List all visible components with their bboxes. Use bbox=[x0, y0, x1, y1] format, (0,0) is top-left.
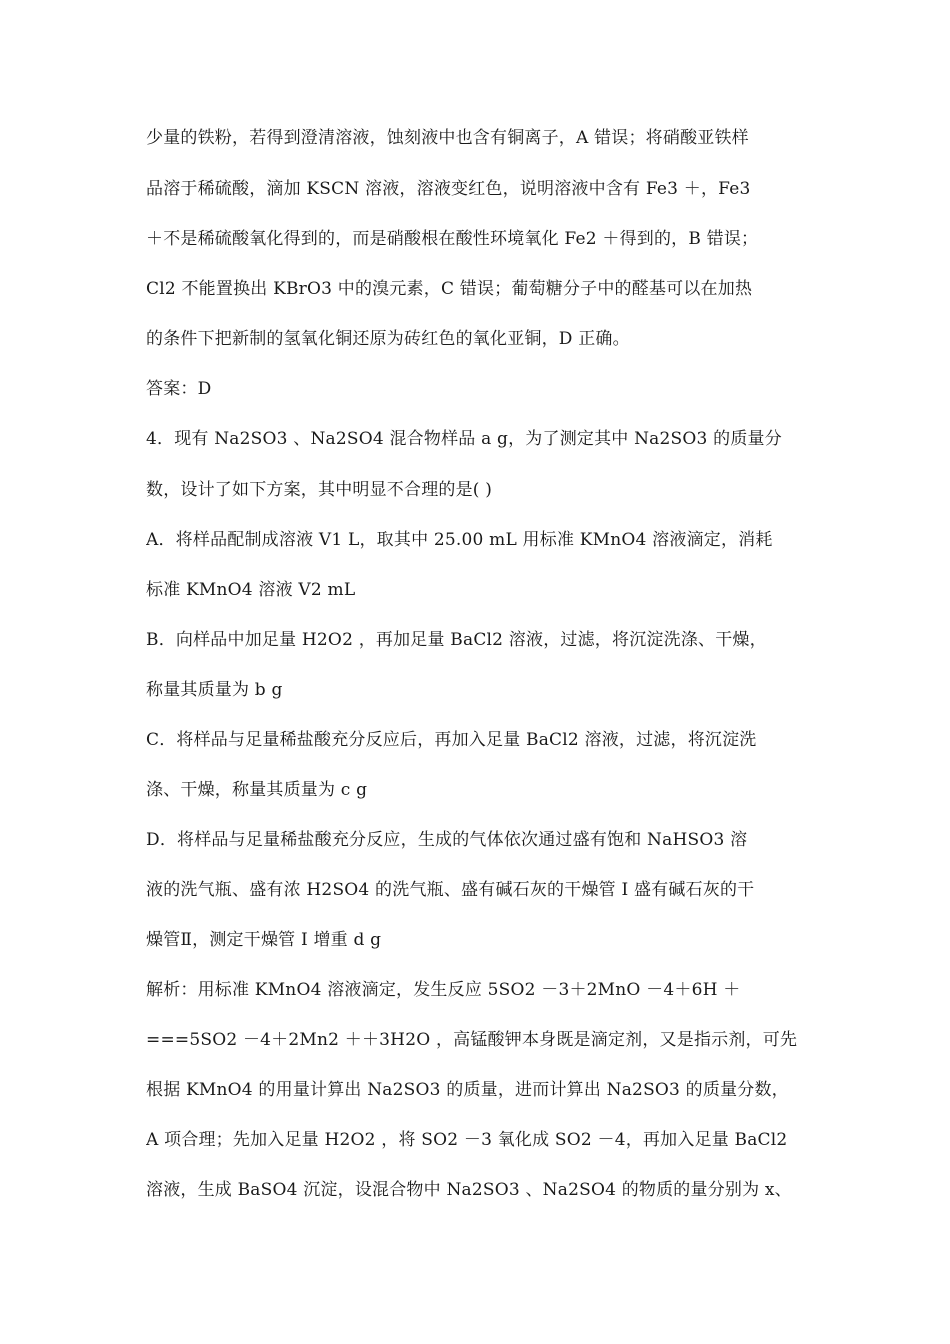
answer-line: 答案：D bbox=[146, 379, 212, 399]
question-line: 4．现有 Na2SO3 、Na2SO4 混合物样品 a g，为了测定其中 Na2SO3 的质量分 bbox=[146, 429, 782, 449]
option-b-line: B．向样品中加足量 H2O2 ，再加足量 BaCl2 溶液，过滤，将沉淀洗涤、干燥， bbox=[146, 630, 767, 650]
text-line: 的条件下把新制的氢氧化铜还原为砖红色的氧化亚铜，D 正确。 bbox=[146, 329, 630, 349]
option-d-line: D．将样品与足量稀盐酸充分反应，生成的气体依次通过盛有饱和 NaHSO3 溶 bbox=[146, 830, 748, 850]
analysis-line: ===5SO2 －4＋2Mn2 ＋＋3H2O ，高锰酸钾本身既是滴定剂，又是指示剂，可先 bbox=[146, 1030, 798, 1050]
text-line: ＋不是稀硫酸氧化得到的，而是硝酸根在酸性环境氧化 Fe2 ＋得到的，B 错误； bbox=[146, 229, 759, 249]
text-line: 品溶于稀硫酸，滴加 KSCN 溶液，溶液变红色，说明溶液中含有 Fe3 ＋，Fe3 bbox=[146, 179, 751, 199]
question-line: 数，设计了如下方案，其中明显不合理的是( ) bbox=[146, 480, 493, 500]
option-a-line: A．将样品配制成溶液 V1 L，取其中 25.00 mL 用标准 KMnO4 溶液滴定，消耗 bbox=[146, 530, 773, 550]
analysis-line: A 项合理；先加入足量 H2O2 ，将 SO2 －3 氧化成 SO2 －4，再加入足量 BaCl2 bbox=[146, 1130, 788, 1150]
analysis-line: 溶液，生成 BaSO4 沉淀，设混合物中 Na2SO3 、Na2SO4 的物质的量分别为 x、 bbox=[146, 1180, 792, 1200]
analysis-line: 解析：用标准 KMnO4 溶液滴定，发生反应 5SO2 －3＋2MnO －4＋6H ＋ bbox=[146, 980, 741, 1000]
option-a-line: 标准 KMnO4 溶液 V2 mL bbox=[146, 580, 356, 600]
text-line: 少量的铁粉，若得到澄清溶液，蚀刻液中也含有铜离子，A 错误；将硝酸亚铁样 bbox=[146, 128, 749, 148]
option-d-line: 液的洗气瓶、盛有浓 H2SO4 的洗气瓶、盛有碱石灰的干燥管 I 盛有碱石灰的干 bbox=[146, 880, 755, 900]
option-b-line: 称量其质量为 b g bbox=[146, 680, 283, 700]
option-c-line: 涤、干燥，称量其质量为 c g bbox=[146, 780, 368, 800]
analysis-line: 根据 KMnO4 的用量计算出 Na2SO3 的质量，进而计算出 Na2SO3 的质量分数， bbox=[146, 1080, 789, 1100]
option-d-line: 燥管Ⅱ，测定干燥管 I 增重 d g bbox=[146, 930, 382, 950]
text-line: Cl2 不能置换出 KBrO3 中的溴元素，C 错误；葡萄糖分子中的醛基可以在加热 bbox=[146, 279, 753, 299]
option-c-line: C．将样品与足量稀盐酸充分反应后，再加入足量 BaCl2 溶液，过滤，将沉淀洗 bbox=[146, 730, 757, 750]
